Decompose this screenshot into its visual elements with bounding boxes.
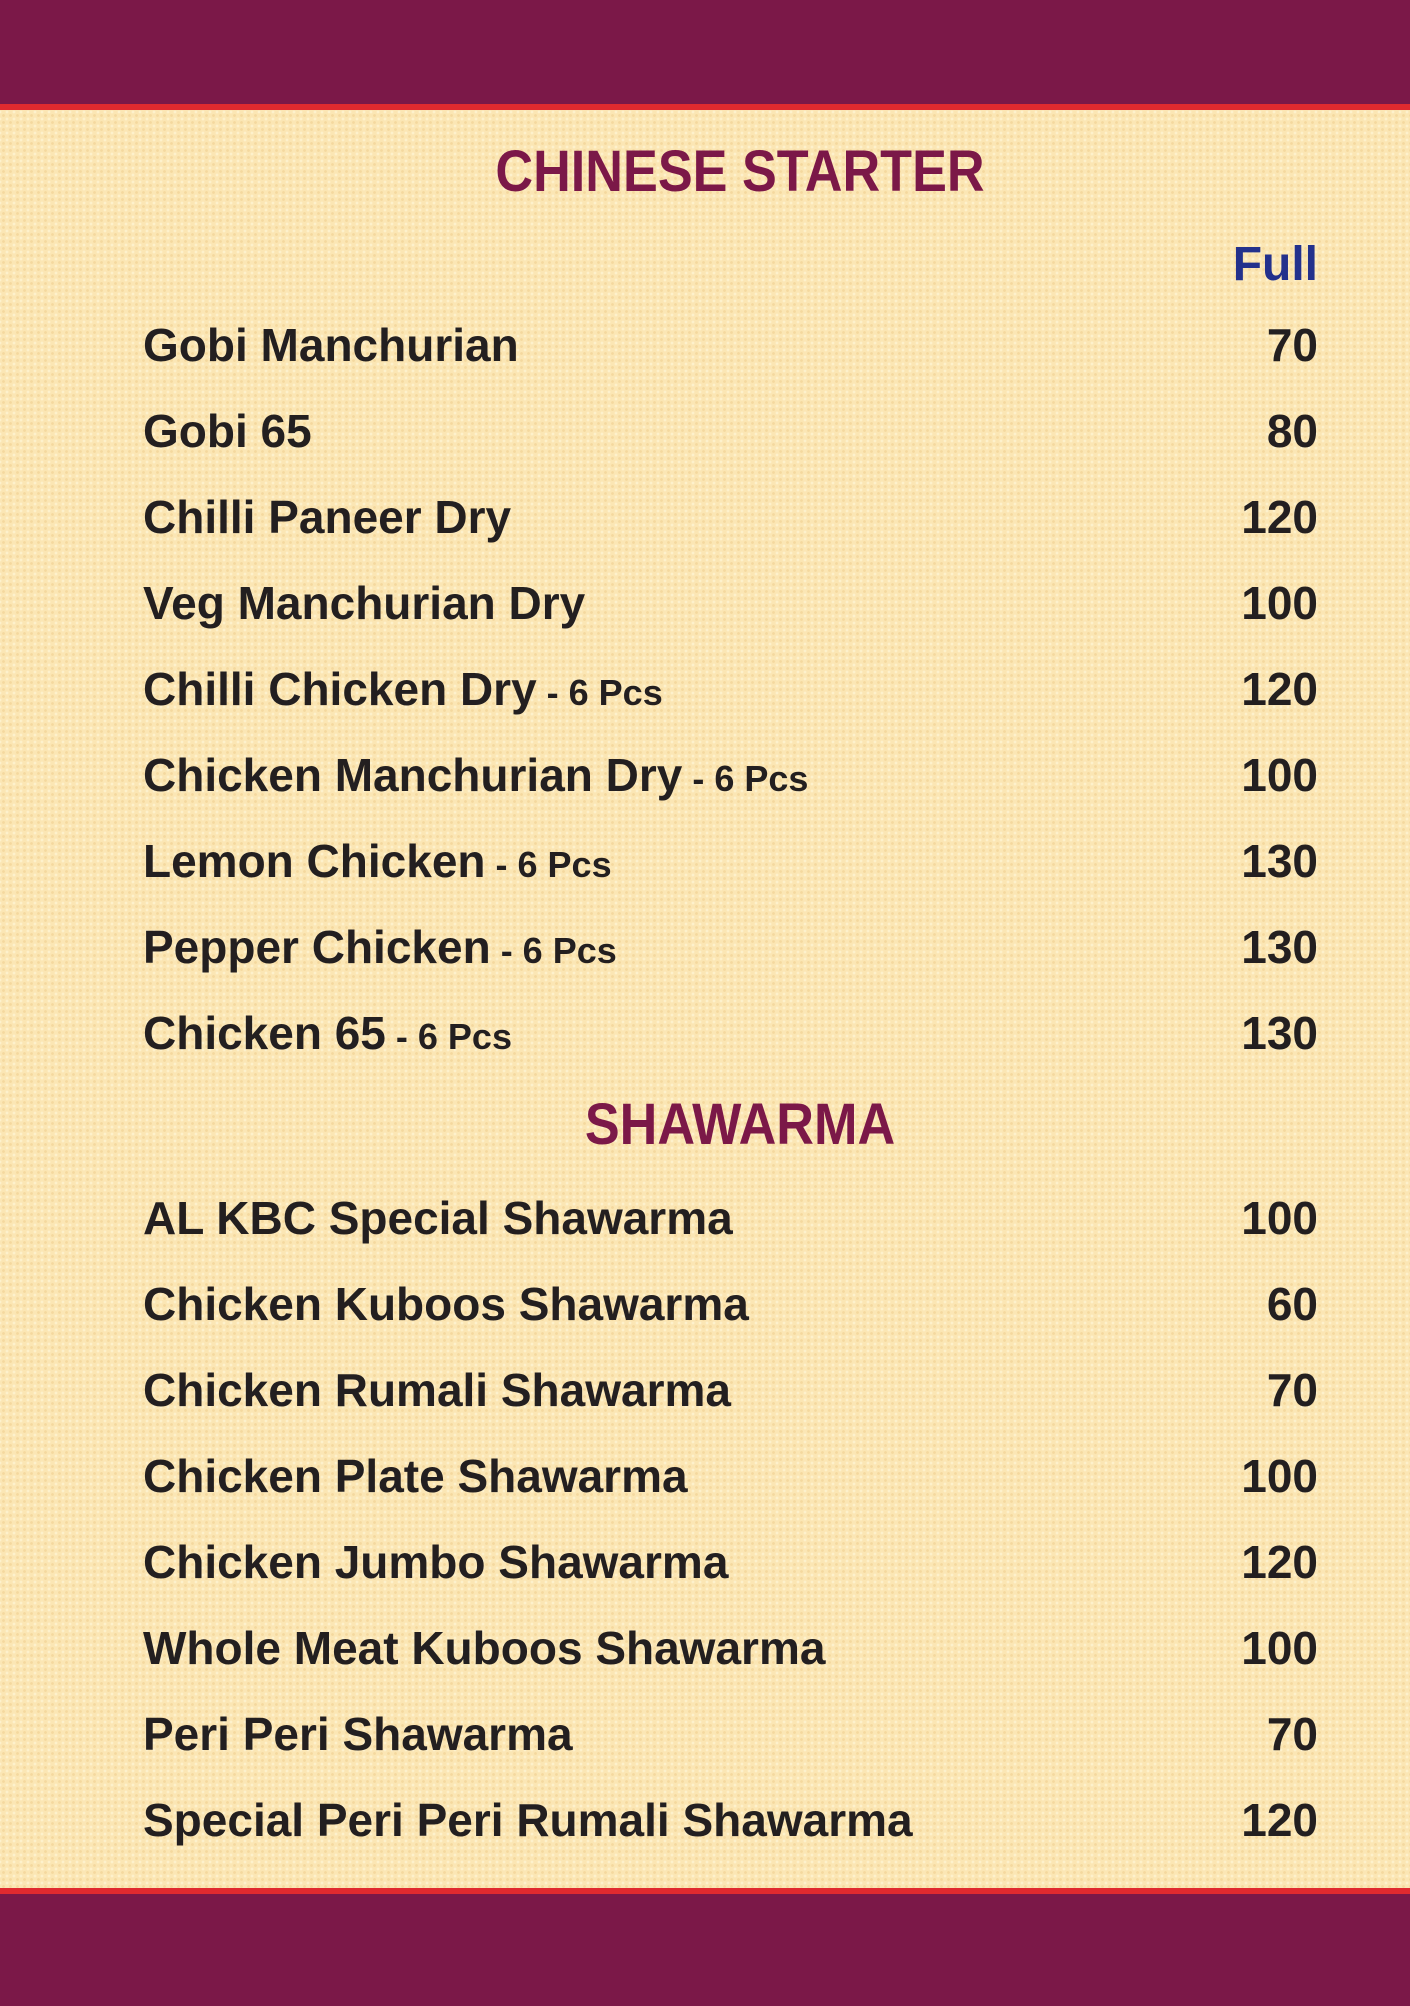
menu-item bbox=[143, 1527, 1318, 1597]
item-price: 120 bbox=[1241, 1536, 1318, 1588]
menu-item bbox=[143, 1355, 1318, 1425]
item-note: - 6 Pcs bbox=[485, 844, 612, 885]
menu-item bbox=[143, 1785, 1318, 1855]
item-price: 100 bbox=[1241, 1622, 1318, 1674]
item-name-wrap bbox=[143, 1277, 749, 1331]
item-note: - 6 Pcs bbox=[490, 930, 617, 971]
menu-item bbox=[143, 482, 1318, 552]
menu-item bbox=[143, 396, 1318, 466]
menu-item bbox=[143, 998, 1318, 1068]
item-name: Chicken Plate Shawarma bbox=[143, 1450, 688, 1502]
item-name: Chicken Rumali Shawarma bbox=[143, 1364, 731, 1416]
item-name: Veg Manchurian Dry bbox=[143, 577, 586, 629]
item-price: 120 bbox=[1241, 663, 1318, 715]
item-name: Chicken Kuboos Shawarma bbox=[143, 1278, 749, 1330]
item-name-wrap bbox=[143, 1535, 728, 1589]
item-name-wrap bbox=[143, 490, 511, 544]
item-name-wrap bbox=[143, 1621, 825, 1675]
item-name: Chilli Paneer Dry bbox=[143, 491, 512, 543]
item-name-wrap bbox=[143, 576, 585, 630]
item-note: - 6 Pcs bbox=[536, 672, 663, 713]
item-price: 130 bbox=[1241, 835, 1318, 887]
item-name: Chicken Manchurian Dry bbox=[143, 749, 683, 801]
item-name-wrap bbox=[143, 834, 612, 888]
item-price: 130 bbox=[1241, 921, 1318, 973]
menu-item bbox=[143, 1441, 1318, 1511]
bottom-band bbox=[0, 1888, 1410, 2006]
item-note: - 6 Pcs bbox=[682, 758, 809, 799]
menu-item bbox=[143, 740, 1318, 810]
item-name-wrap bbox=[143, 662, 663, 716]
item-name-wrap bbox=[143, 1707, 573, 1761]
item-price: 70 bbox=[1266, 319, 1318, 371]
item-name-wrap bbox=[143, 1449, 688, 1503]
item-name: Lemon Chicken bbox=[143, 835, 486, 887]
item-name: Gobi 65 bbox=[143, 405, 312, 457]
item-name-wrap bbox=[143, 748, 808, 802]
item-price: 60 bbox=[1266, 1278, 1318, 1330]
item-name-wrap bbox=[143, 404, 312, 458]
item-name: Pepper Chicken bbox=[143, 921, 491, 973]
item-price: 100 bbox=[1241, 577, 1318, 629]
item-name: Whole Meat Kuboos Shawarma bbox=[143, 1622, 826, 1674]
item-name-wrap bbox=[143, 318, 519, 372]
item-price: 70 bbox=[1266, 1364, 1318, 1416]
item-price: 100 bbox=[1241, 749, 1318, 801]
menu-item bbox=[143, 826, 1318, 896]
item-name: Special Peri Peri Rumali Shawarma bbox=[143, 1794, 913, 1846]
item-note: - 6 Pcs bbox=[385, 1016, 512, 1057]
item-name-wrap bbox=[143, 1363, 731, 1417]
item-price: 120 bbox=[1241, 1794, 1318, 1846]
item-name: Peri Peri Shawarma bbox=[143, 1708, 573, 1760]
item-price: 100 bbox=[1241, 1450, 1318, 1502]
item-name-wrap bbox=[143, 1006, 512, 1060]
section-title-chinese-starter: CHINESE STARTER bbox=[495, 139, 985, 204]
item-name: Chilli Chicken Dry bbox=[143, 663, 537, 715]
menu-item bbox=[143, 654, 1318, 724]
item-price: 70 bbox=[1266, 1708, 1318, 1760]
item-name: Chicken 65 bbox=[143, 1007, 386, 1059]
menu-item bbox=[143, 1699, 1318, 1769]
item-name-wrap bbox=[143, 920, 617, 974]
menu-item bbox=[143, 1183, 1318, 1253]
menu-item bbox=[143, 912, 1318, 982]
item-price: 80 bbox=[1266, 405, 1318, 457]
price-column-header: Full bbox=[1232, 238, 1318, 291]
section-title-shawarma: SHAWARMA bbox=[584, 1092, 896, 1157]
item-name-wrap bbox=[143, 1793, 913, 1847]
menu-item bbox=[143, 1613, 1318, 1683]
item-name: Gobi Manchurian bbox=[143, 319, 519, 371]
item-price: 100 bbox=[1241, 1192, 1318, 1244]
item-name: AL KBC Special Shawarma bbox=[143, 1192, 733, 1244]
menu-item bbox=[143, 1269, 1318, 1339]
item-name-wrap bbox=[143, 1191, 733, 1245]
menu-item bbox=[143, 568, 1318, 638]
menu-item bbox=[143, 310, 1318, 380]
item-name: Chicken Jumbo Shawarma bbox=[143, 1536, 729, 1588]
item-price: 130 bbox=[1241, 1007, 1318, 1059]
item-price: 120 bbox=[1241, 491, 1318, 543]
